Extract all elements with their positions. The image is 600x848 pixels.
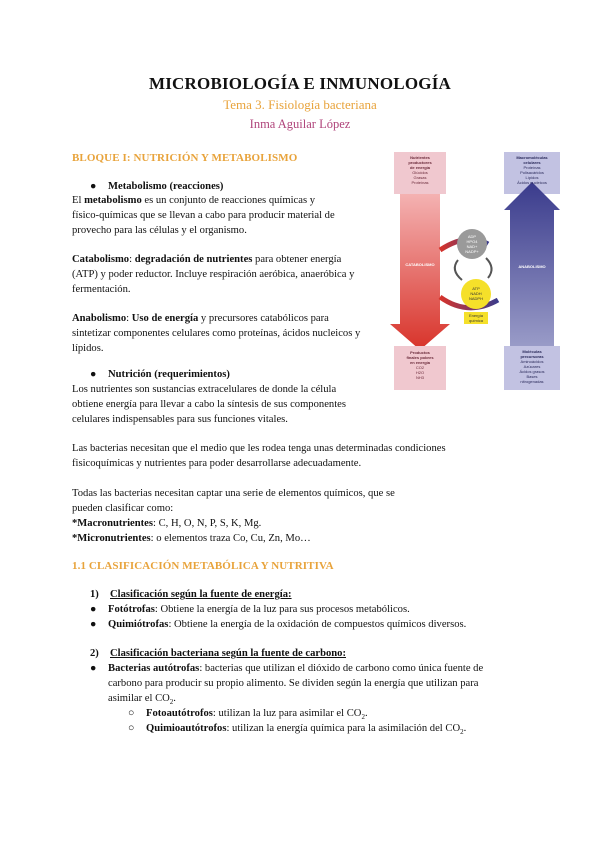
box-tr-text: Macromoléculas celulares Proteínas Polisacáridos Lípidos Ácidos nucleicos: [516, 155, 548, 185]
section-heading-1-1: 1.1 CLASIFICACIÓN METABÓLICA Y NUTRITIVA: [72, 560, 334, 572]
subbullet-fotoautotrofos: ○ Fotoautótrofos: utilizan la luz para asimilar el $CO_2$.: [128, 708, 368, 722]
box-br-text: Moléculas precursoras Aminoácidos Azúcares Ácidos grasos Bases nitrogenadas: [519, 349, 545, 384]
numbered-item-2: 2) Clasificación bacteriana según la fuente de carbono:: [90, 648, 346, 659]
bullet-dot: ●: [90, 663, 97, 674]
anabolismo-label: ANABOLISMO: [518, 264, 546, 269]
circle-bullet: ○: [128, 723, 135, 734]
metabolism-diagram: [388, 152, 562, 390]
paragraph-metabolismo: El metabolismo es un conjunto de reacciones químicas y físico-químicas que se llevan a cabo para producir material de provecho para las células y el organismo.: [72, 195, 335, 236]
section-heading-bloque1: BLOQUE I: NUTRICIÓN Y METABOLISMO: [72, 152, 298, 164]
bullet-fototrofas: ● Fotótrofas: Obtiene la energía de la luz para sus procesos metabólicos.: [90, 604, 410, 615]
bullet-dot: ●: [90, 619, 97, 630]
energia-label: Energía química: [468, 313, 483, 323]
paragraph-catabolismo: Catabolismo: degradación de nutrientes para obtener energía (ATP) y poder reductor. Incluye respiración aeróbica, anaeróbica y fermentación.: [72, 254, 355, 295]
paragraph-nutricion: Los nutrientes son sustancias extracelulares de donde la célula obtiene energía para llevar a cabo la síntesis de sus componentes celulares indispensables para sus funciones vitales.: [72, 384, 346, 425]
document-title: MICROBIOLOGÍA E INMUNOLOGÍA: [149, 74, 451, 93]
cycle-arrow-left: [455, 260, 462, 280]
bullet-quimiotrofas: ● Quimiótrofas: Obtiene la energía de la oxidación de compuestos químicos diversos.: [90, 619, 467, 630]
cycle-arrow-right: [486, 258, 492, 278]
paragraph-elementos: Todas las bacterias necesitan captar una serie de elementos químicos, que se pueden clasificar como: *Macronutrientes: C, H, O, N, P, S, K, Mg. *Micronutrientes: o elementos traza Co, Cu, Zn, Mo…: [72, 488, 395, 544]
paragraph-anabolismo: Anabolismo: Uso de energía y precursores catabólicos para sintetizar componentes celulares como proteínas, ácidos nucleicos y lípidos.: [72, 313, 361, 354]
bullet-dot: ●: [90, 369, 97, 380]
document-author: Inma Aguilar López: [249, 117, 351, 131]
circle-bullet: ○: [128, 708, 135, 719]
paragraph-bacterias: Las bacterias necesitan que el medio que les rodea tenga unas determinadas condiciones fisicoquímicas y nutrientes para poder desarrollarse adecuadamente.: [72, 443, 446, 469]
bullet-dot: ●: [90, 604, 97, 615]
document-subtitle: Tema 3. Fisiología bacteriana: [223, 97, 377, 112]
grey-circle-text: ADP HPO4 NAD+ NADP+: [465, 234, 479, 254]
bullet-nutricion: ● Nutrición (requerimientos): [90, 369, 230, 380]
catabolism-arrow: [390, 194, 450, 350]
bullet-autotrofas: ● Bacterias autótrofas: bacterias que utilizan el dióxido de carbono como única fuente de: [90, 663, 484, 674]
box-tl-text: Nutrientes productores de energía Glúcidos Grasas Proteínas: [408, 155, 432, 185]
autotrofas-continuation: carbono para producir su propio alimento. Se dividen según la energía que utilizan para asimilar el $CO_2$.: [108, 678, 479, 707]
numbered-item-1: 1) Clasificación según la fuente de energía:: [90, 589, 292, 600]
subbullet-quimioautotrofos: ○ Quimioautótrofos: utilizan la energía química para la asimilación del $CO_2$.: [128, 723, 467, 737]
box-bl-text: Productos finales pobres en energía CO2 H2O NH3: [406, 350, 434, 380]
bullet-metabolismo: ● Metabolismo (reacciones): [90, 181, 224, 192]
bullet-dot: ●: [90, 181, 97, 192]
yellow-circle-text: ATP NADH NADPH: [468, 286, 483, 301]
catabolismo-label: CATABOLISMO: [405, 262, 435, 267]
